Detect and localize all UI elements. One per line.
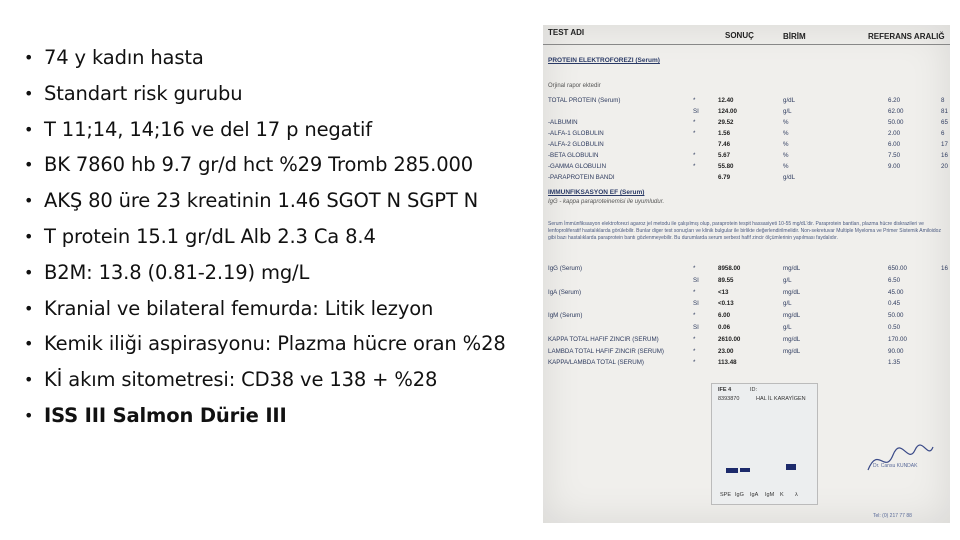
report-row: [543, 265, 950, 276]
report-cell-val: 6.79: [718, 174, 731, 181]
report-cell-val: 124.00: [718, 108, 737, 115]
report-cell-unit: mg/dL: [783, 312, 801, 320]
bullet-text: AKŞ 80 üre 23 kreatinin 1.46 SGOT N SGPT N: [44, 189, 479, 213]
report-cell-ref: 62.00: [888, 108, 904, 115]
section-electrophoresis: PROTEIN ELEKTROFOREZI (Serum): [548, 57, 660, 64]
report-cell-unit: g/L: [783, 276, 792, 284]
report-cell-ref: 45.00: [888, 288, 904, 296]
gel-id-value: 8393870: [718, 396, 740, 402]
report-cell-ref: 7.50: [888, 152, 901, 159]
report-cell-ref: 650.00: [888, 265, 907, 272]
gel-title: IFE 4: [718, 387, 732, 393]
report-cell-val: 55.80: [718, 163, 734, 170]
bullet-text: T protein 15.1 gr/dL Alb 2.3 Ca 8.4: [44, 224, 376, 248]
report-cell-unit: mg/dL: [783, 335, 801, 343]
report-cell-unit: mg/dL: [783, 347, 801, 355]
bullet-item: [24, 147, 524, 183]
report-row: [543, 289, 950, 300]
bullet-dot-icon: •: [24, 119, 34, 139]
bullet-text: Kemik iliği aspirasyonu: Plazma hücre oran %28: [44, 332, 506, 356]
report-row: [543, 312, 950, 323]
report-cell-val: 8958.00: [718, 265, 741, 272]
report-cell-unit: g/L: [783, 300, 792, 308]
gel-lane-label: IgM: [765, 492, 775, 498]
report-cell-name: -PARAPROTEIN BANDI: [548, 174, 615, 181]
bullet-text: BK 7860 hb 9.7 gr/d hct %29 Tromb 285.000: [44, 153, 473, 177]
report-cell-unit: g/dL: [783, 174, 796, 181]
report-cell-name: TOTAL PROTEIN (Serum): [548, 97, 621, 104]
bullet-dot-icon: •: [24, 226, 34, 246]
report-cell-name: IgG (Serum): [548, 265, 583, 272]
bullet-item: [24, 112, 524, 148]
report-cell-val: 12.40: [718, 97, 734, 104]
bullet-dot-icon: •: [24, 155, 34, 175]
bullet-dot-icon: •: [24, 298, 34, 318]
gel-lane-label: IgG: [735, 492, 744, 498]
report-cell-ref: 50.00: [888, 119, 904, 126]
report-row: [543, 348, 950, 359]
report-cell-flag: *: [693, 335, 696, 343]
bullet-dot-icon: •: [24, 191, 34, 211]
report-row: [543, 300, 950, 311]
report-cell-flag: *: [693, 312, 696, 320]
report-cell-ref: 6.00: [888, 141, 901, 148]
report-cell-ref: 0.50: [888, 324, 901, 331]
immunofixation-comment: IgG - kappa paraproteinemisi ile uyumludur.: [548, 199, 665, 205]
report-cell-unit: g/L: [783, 324, 792, 331]
gel-lane-label: λ: [795, 492, 798, 498]
report-cell-name: LAMBDA TOTAL HAFIF ZINCIR (SERUM): [548, 347, 664, 355]
report-cell-flag: *: [693, 359, 696, 367]
report-cell-val: 6.00: [718, 312, 731, 320]
bullet-item: [24, 326, 524, 362]
report-row: [543, 141, 950, 152]
report-cell-ref: 2.00: [888, 130, 901, 137]
report-cell-name: KAPPA/LAMBDA TOTAL (SERUM): [548, 359, 644, 367]
bullet-text: Kranial ve bilateral femurda: Litik lezyon: [44, 296, 434, 320]
report-cell-ref2: 17: [941, 141, 948, 148]
gel-patient: HAL İL KARAYİGEN: [756, 396, 806, 402]
report-cell-ref2: 65: [941, 119, 948, 126]
report-cell-val: 5.67: [718, 152, 731, 159]
section-immunofixation: IMMUNFIKSASYON EF (Serum): [548, 189, 645, 196]
report-row: [543, 97, 950, 108]
bullet-item: [24, 183, 524, 219]
report-row: [543, 108, 950, 119]
report-row: [543, 277, 950, 288]
bullet-text: 74 y kadın hasta: [44, 46, 204, 69]
report-cell-val: 1.56: [718, 130, 731, 137]
report-cell-ref2: 16: [941, 265, 948, 272]
report-cell-ref: 1.35: [888, 359, 901, 367]
report-cell-name: -ALFA-2 GLOBULIN: [548, 141, 604, 148]
gel-band-kappa: [786, 464, 796, 470]
report-cell-name: -BETA GLOBULIN: [548, 152, 599, 159]
report-cell-name: IgM (Serum): [548, 312, 583, 320]
header-divider: [543, 44, 950, 45]
report-cell-ref2: 81: [941, 108, 948, 115]
report-cell-ref: 50.00: [888, 312, 904, 320]
report-cell-unit: g/dL: [783, 97, 796, 104]
bullet-text: Standart risk gurubu: [44, 81, 243, 105]
signature-contact: Tel: (0) 217 77 88: [873, 513, 912, 519]
report-row: [543, 119, 950, 130]
methodology-paragraph: Serum İmmünfiksasyon elektroforezi agaroz jel metodu ile çalışılmış olup, paraprotein tespit hassasiyeti 10-55 mg/dL'dir. Paraprotein bantları, plazma hücre diskrazileri ve lenfoproliferatif hastalıklarda görülebilir. Bunlar diger test sonuçları ve klinik bulgular ile birlikte değerlendirilmelidir. Non-sekretuvar Multiple Myeloma ve Primer Sistemik Amiloidoz gibi bazı hastalıklarda paraprotein bantı gözlenmeyebilir. Bu durumlarda serum serbest hafif zincir ölçümlerinin yapılması faydalıdır.: [548, 221, 941, 241]
report-cell-ref2: 8: [941, 97, 945, 104]
bullet-dot-icon: •: [24, 262, 34, 282]
report-row: [543, 163, 950, 174]
report-cell-ref: 9.00: [888, 163, 901, 170]
original-report-note: Orjinal rapor ektedir: [548, 83, 601, 89]
bullet-text: ISS III Salmon Dürie III: [44, 403, 287, 427]
lab-report-photo: [543, 25, 950, 523]
report-cell-ref2: 16: [941, 152, 948, 159]
report-cell-flag: *: [693, 265, 696, 272]
immunofixation-gel-image: [711, 383, 818, 505]
bullet-dot-icon: •: [24, 334, 34, 354]
report-cell-flag: *: [693, 130, 696, 137]
gel-lane-label: K: [780, 492, 784, 498]
bullet-dot-icon: •: [24, 48, 34, 67]
report-cell-flag: *: [693, 288, 696, 296]
report-cell-val: 23.00: [718, 347, 734, 355]
bullet-text: T 11;14, 14;16 ve del 17 p negatif: [44, 117, 372, 141]
report-cell-flag: SI: [693, 108, 699, 115]
report-cell-name: KAPPA TOTAL HAFIF ZINCIR (SERUM): [548, 335, 659, 343]
report-cell-val: <13: [718, 288, 729, 296]
report-cell-ref: 6.50: [888, 276, 901, 284]
report-cell-flag: *: [693, 152, 696, 159]
report-cell-flag: SI: [693, 300, 699, 308]
report-cell-val: 89.55: [718, 276, 734, 284]
gel-band-igg: [740, 468, 750, 472]
report-cell-val: <0.13: [718, 300, 734, 308]
signature-name: Dr. Cansu KUNDAK: [873, 463, 918, 469]
report-cell-unit: %: [783, 119, 789, 126]
header-test-name: TEST ADI: [548, 28, 585, 37]
report-cell-flag: *: [693, 119, 696, 126]
report-cell-unit: %: [783, 152, 789, 159]
report-cell-unit: g/L: [783, 108, 792, 115]
header-unit: BİRİM: [783, 32, 806, 41]
report-row: [543, 174, 950, 185]
gel-lane-label: SPE: [720, 492, 732, 498]
report-cell-flag: SI: [693, 324, 699, 331]
report-row: [543, 152, 950, 163]
report-cell-unit: mg/dL: [783, 265, 801, 272]
bullet-item: [24, 398, 524, 434]
bullet-item: [24, 362, 524, 398]
header-result: SONUÇ: [725, 31, 754, 40]
report-cell-flag: SI: [693, 276, 699, 284]
bullet-item: [24, 76, 524, 112]
bullet-item: [24, 255, 524, 291]
bullet-text: Kİ akım sitometresi: CD38 ve 138 + %28: [44, 368, 438, 392]
report-cell-ref: 90.00: [888, 347, 904, 355]
report-cell-flag: *: [693, 347, 696, 355]
report-cell-ref2: 20: [941, 163, 948, 170]
report-row: [543, 130, 950, 141]
report-cell-unit: %: [783, 163, 789, 170]
bullet-list: [24, 40, 524, 434]
report-cell-val: 7.46: [718, 141, 731, 148]
report-cell-ref: 0.45: [888, 300, 901, 308]
report-cell-name: -GAMMA GLOBULIN: [548, 163, 607, 170]
bullet-dot-icon: •: [24, 370, 34, 390]
report-row: [543, 359, 950, 370]
report-cell-name: -ALBUMIN: [548, 119, 578, 126]
report-cell-name: -ALFA-1 GLOBULIN: [548, 130, 604, 137]
gel-id-label: ID:: [750, 387, 758, 393]
report-cell-unit: %: [783, 141, 789, 148]
report-cell-ref2: 6: [941, 130, 945, 137]
report-cell-ref: 170.00: [888, 335, 907, 343]
report-cell-val: 0.06: [718, 324, 731, 331]
report-cell-val: 113.48: [718, 359, 737, 367]
signature-scribble: [863, 435, 938, 485]
report-cell-name: IgA (Serum): [548, 288, 582, 296]
report-cell-val: 29.52: [718, 119, 734, 126]
bullet-text: B2M: 13.8 (0.81-2.19) mg/L: [44, 260, 310, 284]
report-cell-unit: %: [783, 130, 789, 137]
report-row: [543, 324, 950, 335]
report-cell-flag: *: [693, 163, 696, 170]
gel-lane-label: IgA: [750, 492, 759, 498]
bullet-dot-icon: •: [24, 405, 34, 425]
gel-band-spe: [726, 468, 738, 473]
report-cell-flag: *: [693, 97, 696, 104]
report-cell-unit: mg/dL: [783, 288, 801, 296]
bullet-item: [24, 40, 524, 76]
header-reference: REFERANS ARALIĞ: [868, 32, 945, 41]
report-row: [543, 336, 950, 347]
bullet-item: [24, 219, 524, 255]
report-cell-ref: 6.20: [888, 97, 901, 104]
report-cell-val: 2610.00: [718, 335, 741, 343]
bullet-item: [24, 291, 524, 327]
bullet-dot-icon: •: [24, 83, 34, 103]
